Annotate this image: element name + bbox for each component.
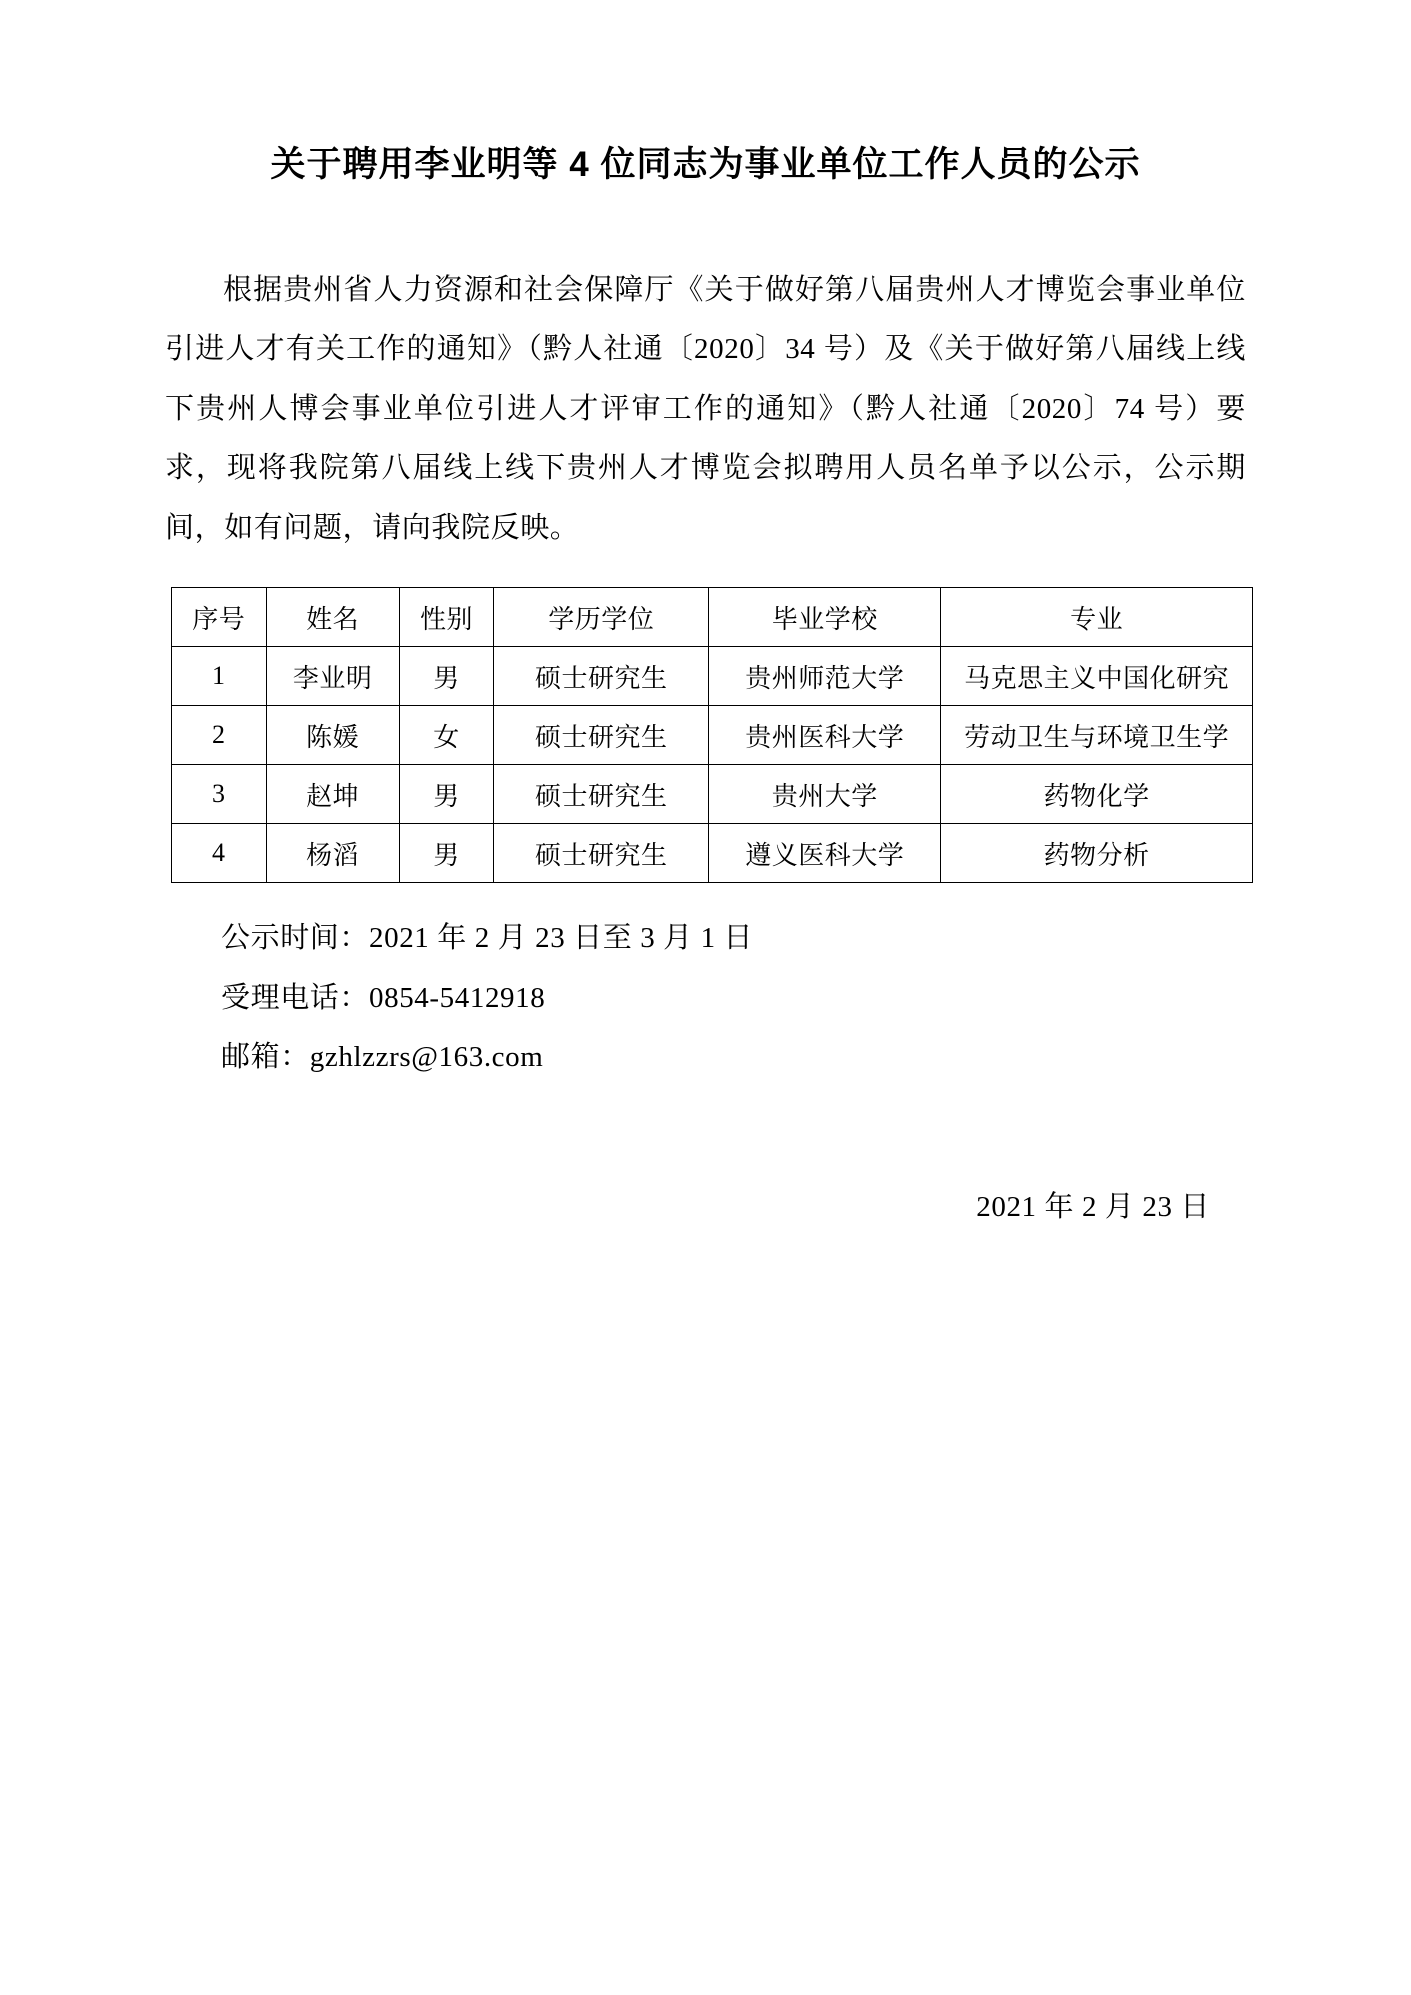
cell-name: 赵坤 — [266, 765, 399, 824]
cell-school: 贵州师范大学 — [709, 647, 941, 706]
table-row — [172, 824, 1253, 883]
cell-gender: 女 — [399, 706, 494, 765]
table-row — [172, 706, 1253, 765]
candidates-table-wrapper — [165, 587, 1246, 883]
cell-school: 遵义医科大学 — [709, 824, 941, 883]
cell-education: 硕士研究生 — [494, 824, 709, 883]
cell-major: 药物分析 — [941, 824, 1253, 883]
column-header-education: 学历学位 — [494, 588, 709, 647]
cell-index: 1 — [172, 647, 267, 706]
table-row — [172, 647, 1253, 706]
cell-name: 陈媛 — [266, 706, 399, 765]
contact-info-block — [165, 909, 1246, 1087]
document-body — [165, 261, 1246, 558]
cell-major: 马克思主义中国化研究 — [941, 647, 1253, 706]
cell-index: 3 — [172, 765, 267, 824]
publicity-period: 公示时间：2021 年 2 月 23 日至 3 月 1 日 — [221, 922, 754, 955]
contact-phone: 受理电话：0854-5412918 — [221, 981, 546, 1014]
cell-school: 贵州大学 — [709, 765, 941, 824]
cell-education: 硕士研究生 — [494, 706, 709, 765]
cell-name: 杨滔 — [266, 824, 399, 883]
column-header-school: 毕业学校 — [709, 588, 941, 647]
cell-gender: 男 — [399, 765, 494, 824]
column-header-major: 专业 — [941, 588, 1253, 647]
signature-date: 2021 年 2 月 23 日 — [976, 1190, 1210, 1223]
cell-education: 硕士研究生 — [494, 765, 709, 824]
table-row — [172, 765, 1253, 824]
cell-gender: 男 — [399, 824, 494, 883]
table-header-row — [172, 588, 1253, 647]
contact-email: 邮箱：gzhlzzrs@163.com — [221, 1041, 544, 1074]
cell-major: 劳动卫生与环境卫生学 — [941, 706, 1253, 765]
column-header-name: 姓名 — [266, 588, 399, 647]
main-paragraph: 根据贵州省人力资源和社会保障厅《关于做好第八届贵州人才博览会事业单位引进人才有关工作的通知》（黔人社通〔2020〕34 号）及《关于做好第八届线上线下贵州人博会事业单位引进人才评审工作的通知》（黔人社通〔2020〕74 号）要求，现将我院第八届线上线下贵州人才博览会拟聘用人员名单予以公示，公示期间，如有问题，请向我院反映。 — [165, 274, 1246, 544]
candidates-table — [171, 587, 1253, 883]
cell-index: 4 — [172, 824, 267, 883]
column-header-gender: 性别 — [399, 588, 494, 647]
cell-education: 硕士研究生 — [494, 647, 709, 706]
cell-name: 李业明 — [266, 647, 399, 706]
cell-school: 贵州医科大学 — [709, 706, 941, 765]
page-title: 关于聘用李业明等 4 位同志为事业单位工作人员的公示 — [270, 145, 1141, 184]
column-header-index: 序号 — [172, 588, 267, 647]
cell-index: 2 — [172, 706, 267, 765]
cell-major: 药物化学 — [941, 765, 1253, 824]
cell-gender: 男 — [399, 647, 494, 706]
